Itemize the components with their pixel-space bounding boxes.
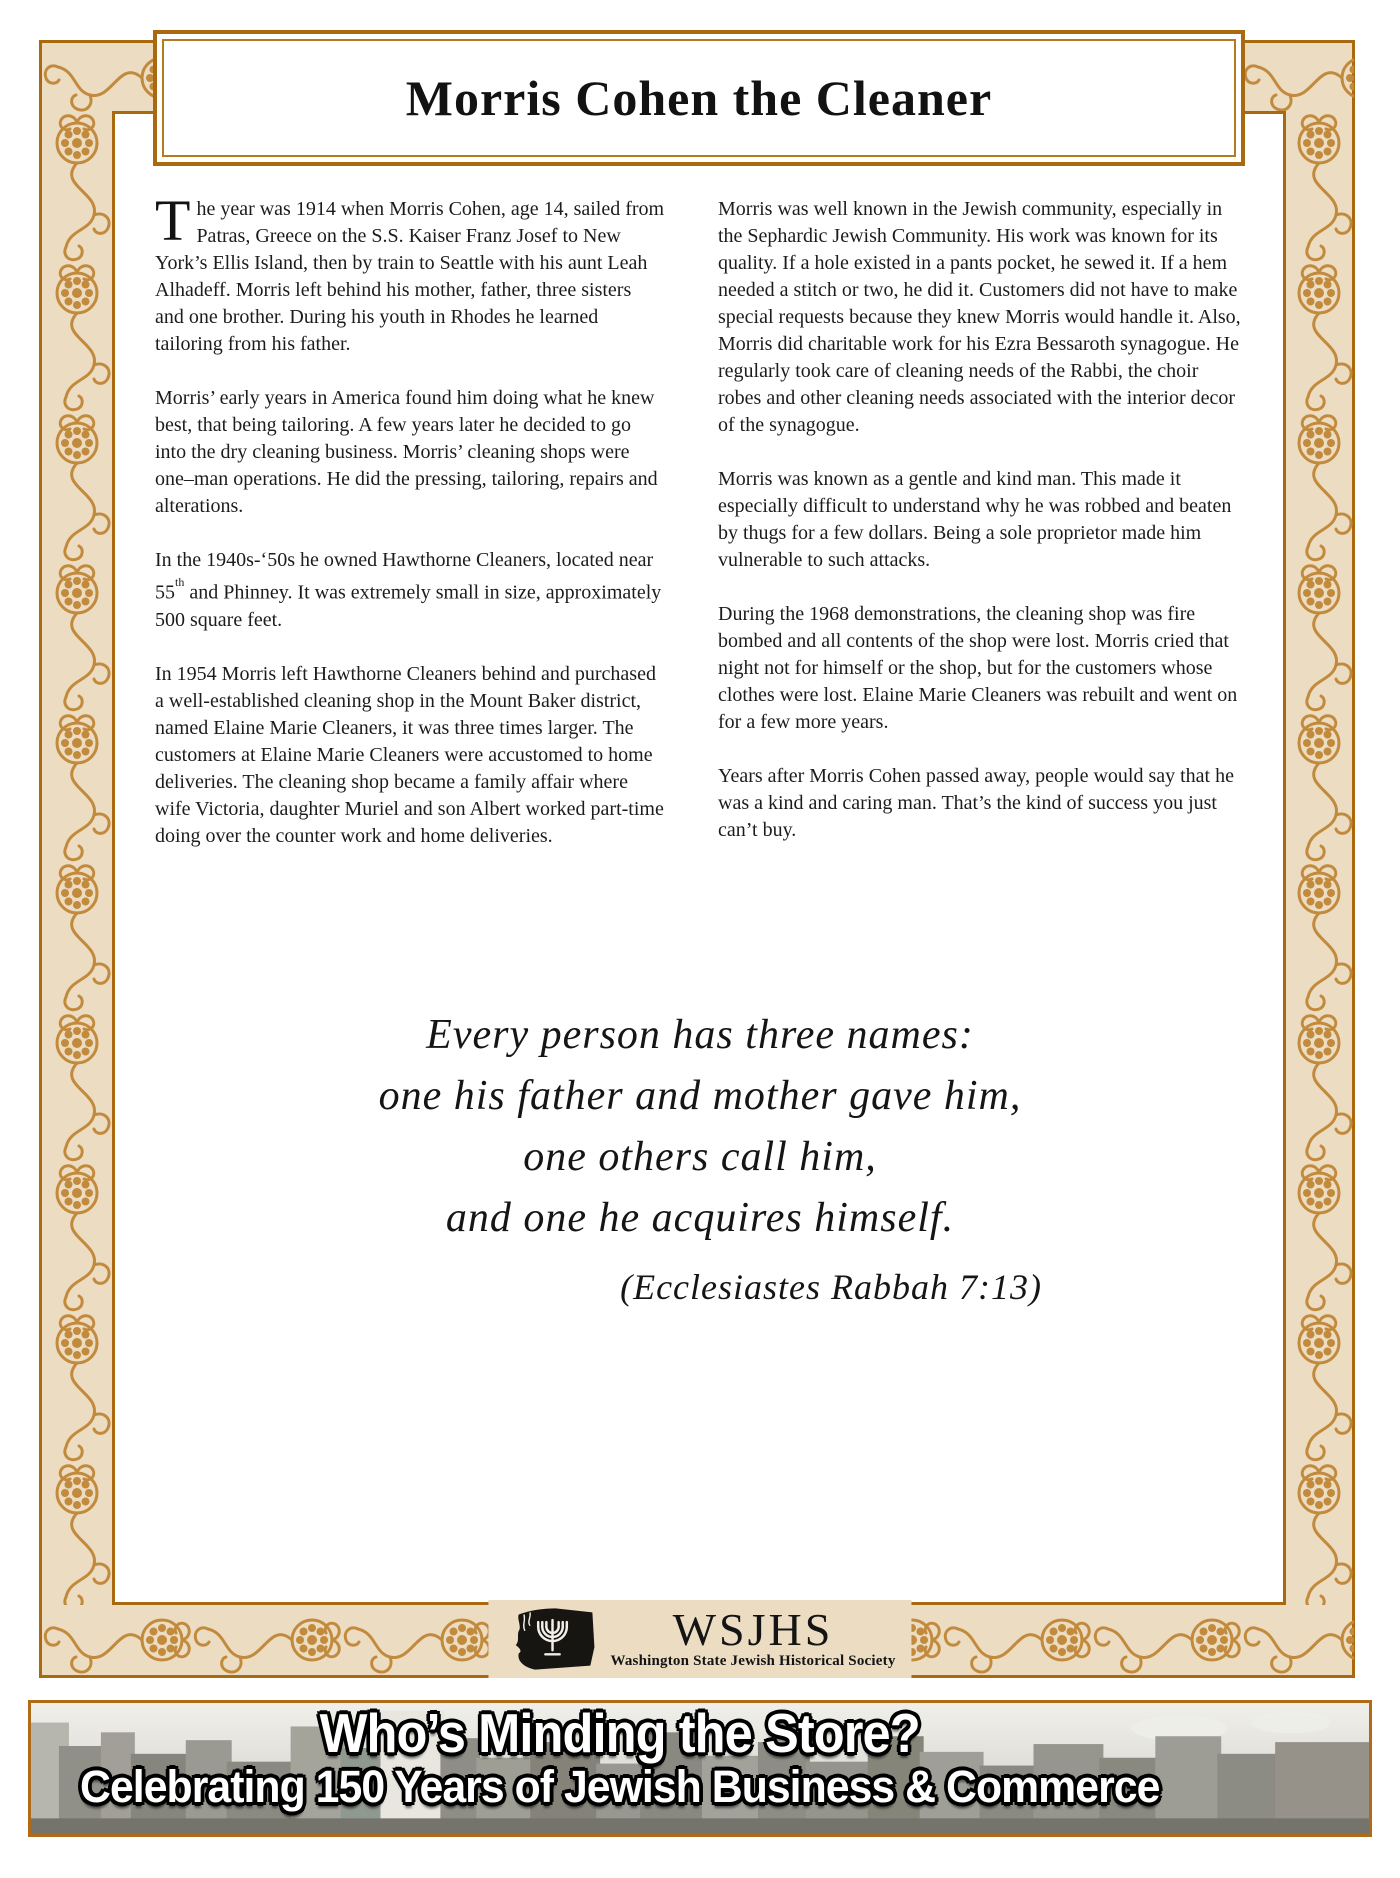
drop-cap: T bbox=[155, 188, 191, 253]
paragraph-text: and Phinney. It was extremely small in size, approximately 500 square feet. bbox=[155, 581, 662, 631]
quote-line: and one he acquires himself. bbox=[445, 1195, 955, 1241]
paragraph: During the 1968 demonstrations, the cleaning shop was fire bombed and all contents of the shop were lost. Morris cried that night not for himself or the shop, but for the customers whose clothes were lost. Elaine Marie Cleaners was rebuilt and went on for a few more years. bbox=[718, 603, 1238, 733]
border-ornament-left bbox=[42, 113, 112, 1605]
title-banner-inner-rule bbox=[162, 39, 1236, 157]
banner-text bbox=[31, 1702, 1208, 1812]
paragraph-text: he year was 1914 when Morris Cohen, age 14, sailed from Patras, Greece on the S.S. Kaiser Franz Josef to New York’s Ellis Island, then by train to Seattle with his aunt Leah Alhadeff. Morris left behind his mother, father, three sisters and one brother. During his youth in Rhodes he learned tailoring from his father. bbox=[155, 198, 665, 355]
article-column-right bbox=[718, 196, 1246, 844]
banner-title: Who’s Minding the Store? bbox=[319, 1702, 920, 1764]
quote-block bbox=[120, 1005, 1280, 1318]
paragraph bbox=[155, 547, 665, 634]
quote-line: one his father and mother gave him, bbox=[378, 1073, 1022, 1119]
paragraph: Morris’ early years in America found him doing what he knew best, that being tailoring. A few years later he decided to go into the dry cleaning business. Morris’ cleaning shops were one–man operations. He did the pressing, tailoring, repairs and alterations. bbox=[155, 387, 658, 517]
footer-banner bbox=[28, 1700, 1372, 1837]
washington-state-icon bbox=[504, 1606, 596, 1672]
paragraph-text: In the 1940s-‘50s he owned Hawthorne Cleaners, located near 55 bbox=[155, 549, 654, 604]
quote-line: one others call him, bbox=[523, 1134, 877, 1180]
ordinal-suffix: th bbox=[175, 574, 185, 589]
border-ornament-right bbox=[1284, 113, 1354, 1605]
banner-subtitle: Celebrating 150 Years of Jewish Business & Commerce bbox=[80, 1761, 1160, 1812]
logo-name: Washington State Jewish Historical Society bbox=[610, 1653, 896, 1669]
paragraph: Morris was known as a gentle and kind man. This made it especially difficult to understand why he was robbed and beaten by thugs for a few dollars. Being a sole proprietor made him vulnerable to such attacks. bbox=[718, 468, 1232, 571]
paragraph: In 1954 Morris left Hawthorne Cleaners behind and purchased a well-established cleaning shop in the Mount Baker district, named Elaine Marie Cleaners, it was three times larger. The customers at Elaine Marie Cleaners were accustomed to home deliveries. The cleaning shop became a family affair where wife Victoria, daughter Muriel and son Albert worked part-time doing over the counter work and home deliveries. bbox=[155, 662, 664, 847]
page-title: Morris Cohen the Cleaner bbox=[405, 70, 993, 126]
title-banner bbox=[153, 30, 1245, 166]
quote-attribution: (Ecclesiastes Rabbah 7:13) bbox=[620, 1267, 1042, 1307]
paragraph bbox=[155, 188, 665, 358]
article-column-left bbox=[155, 188, 665, 850]
paragraph: Years after Morris Cohen passed away, people would say that he was a kind and caring man. That’s the kind of success you just can’t buy. bbox=[718, 765, 1234, 841]
paragraph: Morris was well known in the Jewish community, especially in the Sephardic Jewish Community. His work was known for its quality. If a hole existed in a pants pocket, he sewed it. If a hem needed a stitch or two, he did it. Customers did not have to make special requests because they knew Morris would handle it. Also, Morris did charitable work for his Ezra Bessaroth synagogue. He regularly took care of cleaning needs of the Rabbi, the choir robes and other cleaning needs associated with the interior decor of the synagogue. bbox=[718, 198, 1241, 436]
quote-line: Every person has three names: bbox=[426, 1012, 974, 1058]
logo-abbr: WSJHS bbox=[672, 1604, 834, 1655]
wsjhs-logo bbox=[488, 1600, 911, 1678]
logo-text bbox=[610, 1604, 896, 1670]
